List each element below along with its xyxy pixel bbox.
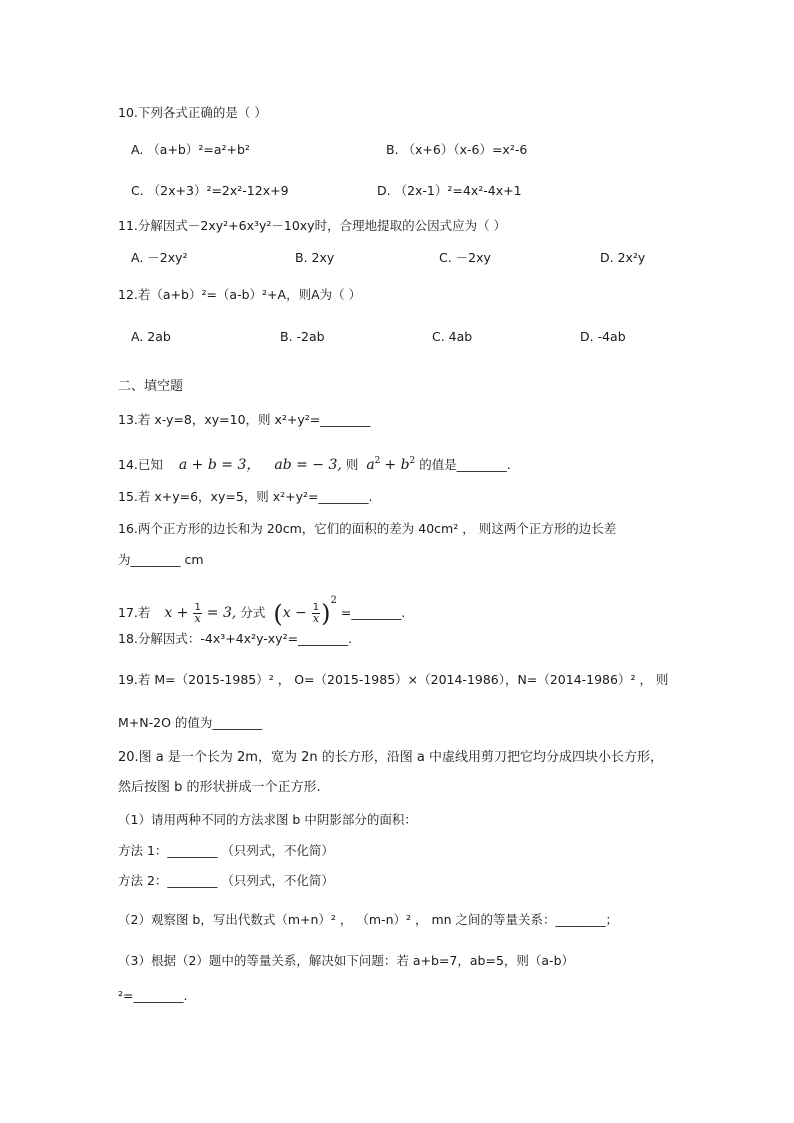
q12-option-d: D. -4ab [580, 329, 626, 344]
q17-numerator-2: 1 [312, 602, 320, 613]
q20-part3-continued: ²=________. [118, 988, 188, 1003]
section-title-fill-blank: 二、填空题 [118, 379, 184, 394]
q20-part2: （2）观察图 b，写出代数式（m+n）² ， （m-n）² ， mn 之间的等量关系：________； [118, 912, 619, 927]
q17-suffix: =________. [340, 605, 406, 620]
q14-expr: a [366, 457, 375, 473]
q11-stem: 11.分解因式－2xy²+6x³y²－10xy时，合理地提取的公因式应为（ ） [118, 218, 507, 233]
q20-part3: （3）根据（2）题中的等量关系，解决如下问题：若 a+b=7，ab=5，则（a-b） [118, 953, 575, 968]
q12-option-c: C. 4ab [432, 329, 473, 344]
q14-eq1: a + b = 3， [178, 457, 261, 473]
q17-eq: = 3, [206, 605, 237, 621]
q19-line1: 19.若 M=（2015-1985）² ， O=（2015-1985）×（2014-1986），N=（2014-1986）² ， 则 [118, 672, 669, 687]
q17-inner: x − [282, 605, 307, 621]
q16-line1: 16.两个正方形的边长和为 20cm，它们的面积的差为 40cm² ， 则这两个正方形的边长差 [118, 521, 617, 536]
q20-method1: 方法 1：________ （只列式，不化简） [118, 843, 334, 858]
q11-option-a: A. －2xy² [131, 250, 188, 265]
q10-stem: 10.下列各式正确的是（ ） [118, 105, 267, 120]
q12-stem: 12.若（a+b）²=（a-b）²+A，则A为（ ） [118, 287, 362, 302]
q11-option-d: D. 2x²y [600, 250, 646, 265]
q18: 18.分解因式：-4x³+4x²y-xy²=________. [118, 631, 353, 646]
q20-line2: 然后按图 b 的形状拼成一个正方形. [118, 780, 321, 795]
q11-option-c: C. －2xy [439, 250, 491, 265]
q19-line2: M+N-2O 的值为________ [118, 715, 263, 730]
q10-option-a: A. （a+b）²=a²+b² [131, 142, 250, 157]
q14-then: 则 [345, 457, 359, 472]
q14-plus: + b [384, 457, 410, 473]
q20-method2: 方法 2：________ （只列式，不化简） [118, 873, 334, 888]
q16-line2: 为________ cm [118, 552, 204, 567]
q10-option-d: D. （2x-1）²=4x²-4x+1 [377, 183, 522, 198]
q17-x: x + [164, 605, 189, 621]
q17-left-paren: ( [273, 599, 283, 628]
q17-fraction [193, 603, 201, 624]
q10-option-c: C. （2x+3）²=2x²-12x+9 [131, 183, 289, 198]
q14-exp2: 2 [409, 456, 416, 466]
q14-suffix: 的值是________. [419, 457, 511, 472]
q10-option-b: B. （x+6）（x-6）=x²-6 [386, 142, 528, 157]
q15: 15.若 x+y=6，xy=5，则 x²+y²=________. [118, 489, 373, 504]
q20-part1: （1）请用两种不同的方法求图 b 中阴影部分的面积： [118, 812, 417, 827]
q17-prefix: 17.若 [118, 605, 151, 620]
q17-denominator: x [194, 612, 201, 625]
q17-mid: 分式 [240, 605, 266, 620]
q14 [118, 452, 511, 474]
q12-option-b: B. -2ab [280, 329, 325, 344]
q17-numerator: 1 [194, 602, 201, 613]
q17-fraction-2 [312, 603, 320, 624]
q13: 13.若 x-y=8，xy=10，则 x²+y²=________ [118, 412, 371, 427]
q11-option-b: B. 2xy [295, 250, 335, 265]
q14-exp1: 2 [374, 456, 381, 466]
q20-line1: 20.图 a 是一个长为 2m，宽为 2n 的长方形，沿图 a 中虚线用剪刀把它均分成四块小长方形， [118, 750, 663, 765]
q17-right-paren: ) [321, 599, 331, 628]
q14-eq2: ab = − 3, [274, 457, 342, 473]
q17-exponent: 2 [330, 595, 337, 606]
q17-denominator-2: x [312, 612, 320, 625]
q17 [118, 586, 405, 629]
q12-option-a: A. 2ab [131, 329, 171, 344]
q14-prefix: 14.已知 [118, 457, 163, 472]
